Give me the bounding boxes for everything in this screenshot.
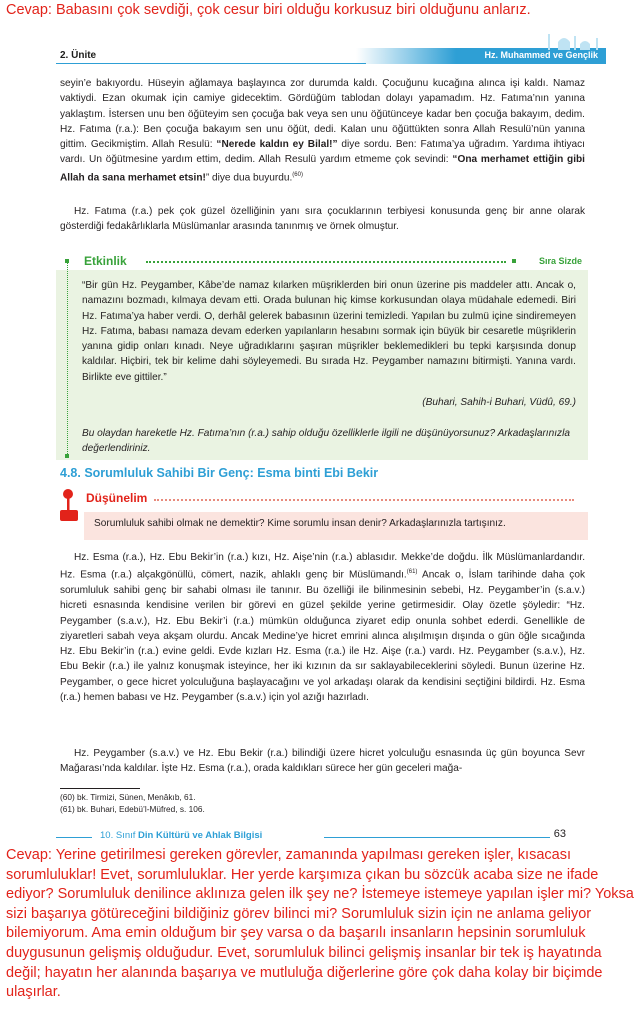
mosque-skyline-icon [544,32,604,50]
think-dotted-rule [154,499,574,501]
header-rule [56,63,366,64]
pin-icon [58,488,82,522]
footer-rule-left [56,837,92,838]
header-band [356,48,606,64]
page-number: 63 [553,828,566,840]
section-title: 4.8. Sorumluluk Sahibi Bir Genç: Esma binti Ebi Bekir [60,466,379,480]
think-question: Sorumluluk sahibi olmak ne demektir? Kime sorumlu insan denir? Arkadaşlarınızla tartışınız. [94,518,506,529]
activity-header [56,252,588,270]
think-title: Düşünelim [86,491,148,505]
story-quote2: “Ona merhamet ettiğin gibi Allah da sana merhamet etsin! [60,154,585,184]
footnote-61: (61) bk. Buhari, Edebü’l-Müfred, s. 106. [60,803,205,814]
activity-source: (Buhari, Sahih-i Buhari, Vüdû, 69.) [422,397,576,408]
think-box [56,488,588,544]
think-question-box [84,512,588,540]
unit-label: 2. Ünite [60,50,97,61]
activity-question: Bu olaydan hareketle Hz. Fatıma’nın (r.a.) sahip olduğu özelliklerle ilgili ne düşünüyorsunuz? Arkadaşlarınızla değerlendiriniz. [82,428,570,455]
activity-label: Sıra Sizde [538,256,582,266]
footer-rule-right [324,837,550,838]
answer-top: Cevap: Babasını çok sevdiği, çok cesur biri olduğu korkusuz biri olduğunu anlarız. [6,2,531,18]
footnote-ref-60: (60) [292,171,303,178]
footnotes [60,792,205,815]
activity-side-rule [67,262,69,456]
story-paragraph [60,76,585,185]
footnote-ref-61: (61) [406,569,418,576]
footnote-rule [60,788,140,789]
footnote-60: (60) bk. Tirmizi, Sünen, Menâkıb, 61. [60,792,196,802]
activity-dotted-rule [146,261,506,263]
story-part1: seyin’e bakıyordu. Hüseyin ağlamaya başlayınca zor durumda kaldı. Çocuğunu kucağına alınca işi kaldı. Namaz vaktiydi. Ezan okumak için camiye gidecektim. Gördüğüm tablodan dolayı yapamadım. Hz. Fatıma’nın yanına yaklaştım. İstersen unu ben öğüteyim sen çocuğa bak veya sen unu öğütünceye kadar ben çocuğa bakayım, dedim. Hz. Fatıma (r.a.): Ben çocuğa bakayım sen unu öğüt, dedi. Kalan unu öğüttükten sonra Allah Resulü’nün yanına gittim. Gecikmiştim. Allah Resulü: [60,78,585,151]
esma-text-b: Ancak o, İslam tarihinde daha çok sorumluluk sahibi genç bir sahabi olması ile tanınır. Bu özelliği ile bilinmesinin sebebi, Hz. Peygamber’in (s.a.v.) hicreti esnasında kendisine verilen bir görevi en güzel şekilde yerine getirmesidir. Olay özetle şöyledir: “Hz. Peygamber (s.a.v.), Hz. Ebu Bekir’i (r.a.) mümkün olduğunca ziyaret edip onunla sohbet ederdi. Genellikle de ziyaretleri sabah veya akşam olurdu. Ancak Medine’ye hicret emrini alınca alışılmışın dışında o gün öğle sıcağında Hz. Ebu Bekir’in (r.a.) evine geldi. Evde kızları Hz. Esma (r.a.) ile Hz. Aişe (r.a.) vardı. Hz. Peygamber (s.a.v.), Hz. Ebu Bekir (r.a.) ile yalnız konuşmak isteyince, her iki kızının da sır saklayabileceklerini söyledi. Bunun üzerine Hz. Peygamber, o gece hicret yolculuğuna başlayacağını ve yol arkadaşı olarak da kendisini seçtiğini bildirdi. Hz. Esma (r.a.) hemen babası ve Hz. Peygamber (s.a.v.) için yol azığı hazırladı. [60,569,585,704]
story-part2: diye sordu. Ben: Fatıma’ya uğradım. Yardıma ihtiyacı vardı. Un öğütmesine yardım ettim, dedim. Allah Resulü yardım etmeme çok sevindi: [60,139,585,166]
textbook-page [40,36,605,846]
story-part3: ” diye dua buyurdu. [205,172,293,184]
esma-paragraph-2: Hz. Peygamber (s.a.v.) ve Hz. Ebu Bekir (r.a.) bilindiği üzere hicret yolculuğu esnasında üç gün boyunca Sevr Mağarası’nda kaldılar. İşte Hz. Esma (r.a.), orada kaldıkları sürece her gün geceleri mağa- [60,748,585,775]
esma-paragraph-1 [60,550,585,705]
activity-box [56,252,588,460]
footer-course-name: Din Kültürü ve Ahlak Bilgisi [138,830,263,841]
activity-marker [65,454,69,458]
activity-title: Etkinlik [84,254,127,268]
answer-bottom: Cevap: Yerine getirilmesi gereken görevler, zamanında yapılması gereken işler, kısacası sorumluluklar! Evet, sorumluluklar. Her yerde karşımıza çıkan bu sözcük acaba size ne ifade ediyor? Sorumluluk denilince aklınıza gelen ilk şey ne? İstemeye istemeye yapılan işler mi? Yoksa sizi başarıya götüreceğini bildiğiniz görev bilinci mi? Sorumluluk sizin için ne anlama geliyor bilemiyorum. Ama emin olduğum bir şey varsa o da başarılı insanların hepsinin sorumluluk duygusunun gelişmiş olduğudur. Evet, sorumluluk bilinci gelişmiş insanlar bir tek iş hayatında değil; hayatın her alanında başarıya ve mutluluğa diğerlerine göre çok daha kolay bir biçimde ulaşırlar. [6,847,634,1001]
footer-grade: 10. Sınıf [100,830,139,841]
esma-text-a: Hz. Esma (r.a.), Hz. Ebu Bekir’in (r.a.) kızı, Hz. Aişe’nin (r.a.) ablasıdır. Mekke’de doğdu. İlk Müslümanlardandır. Hz. Esma (r.a.) alçakgönüllü, cömert, nazik, ahlaklı genç bir Müslümandı. [60,552,585,581]
footer-course [100,830,262,841]
header-title: Hz. Muhammed ve Gençlik [484,50,598,60]
story-quote1: “Nerede kaldın ey Bilal!” [216,139,338,151]
fatima-paragraph: Hz. Fatıma (r.a.) pek çok güzel özelliğinin yanı sıra çocuklarının terbiyesi konusunda genç bir anne olarak gösterdiği fedakârlıklarla Müslümanlar arasında tanınmış ve örnek olmuştur. [60,206,585,233]
activity-marker [512,259,516,263]
activity-quote: “Bir gün Hz. Peygamber, Kâbe’de namaz kılarken müşriklerden biri onun üzerine pis maddeler attı. Ancak o, namazını bozmadı, kılmaya devam etti. Orada bulunan hiç kimse korkusundan olaya müdahale edemedi. Biri Hz. Fatıma’ya haber verdi. O, derhâl gelerek babasının üzerini temizledi. Yapılan bu zulmü içine sindiremeyen Hz. Fatıma, babası namaza devam ederken yapılanların hesabını sormak için büyük bir cesaretle müşriklerin yanına gidip onları kınadı. Neye uğradıklarını şaşıran müşrikler beklemedikleri bu tepki karşısında donup kaldılar. Hiçbiri, tek bir kelime dahi söyleyemedi. Bu sırada Hz. Peygamber namazını bitirmişti. Yanına vardı. Birlikte eve gittiler.” [82,280,576,383]
page-header [56,48,606,64]
page-footer [56,830,596,844]
